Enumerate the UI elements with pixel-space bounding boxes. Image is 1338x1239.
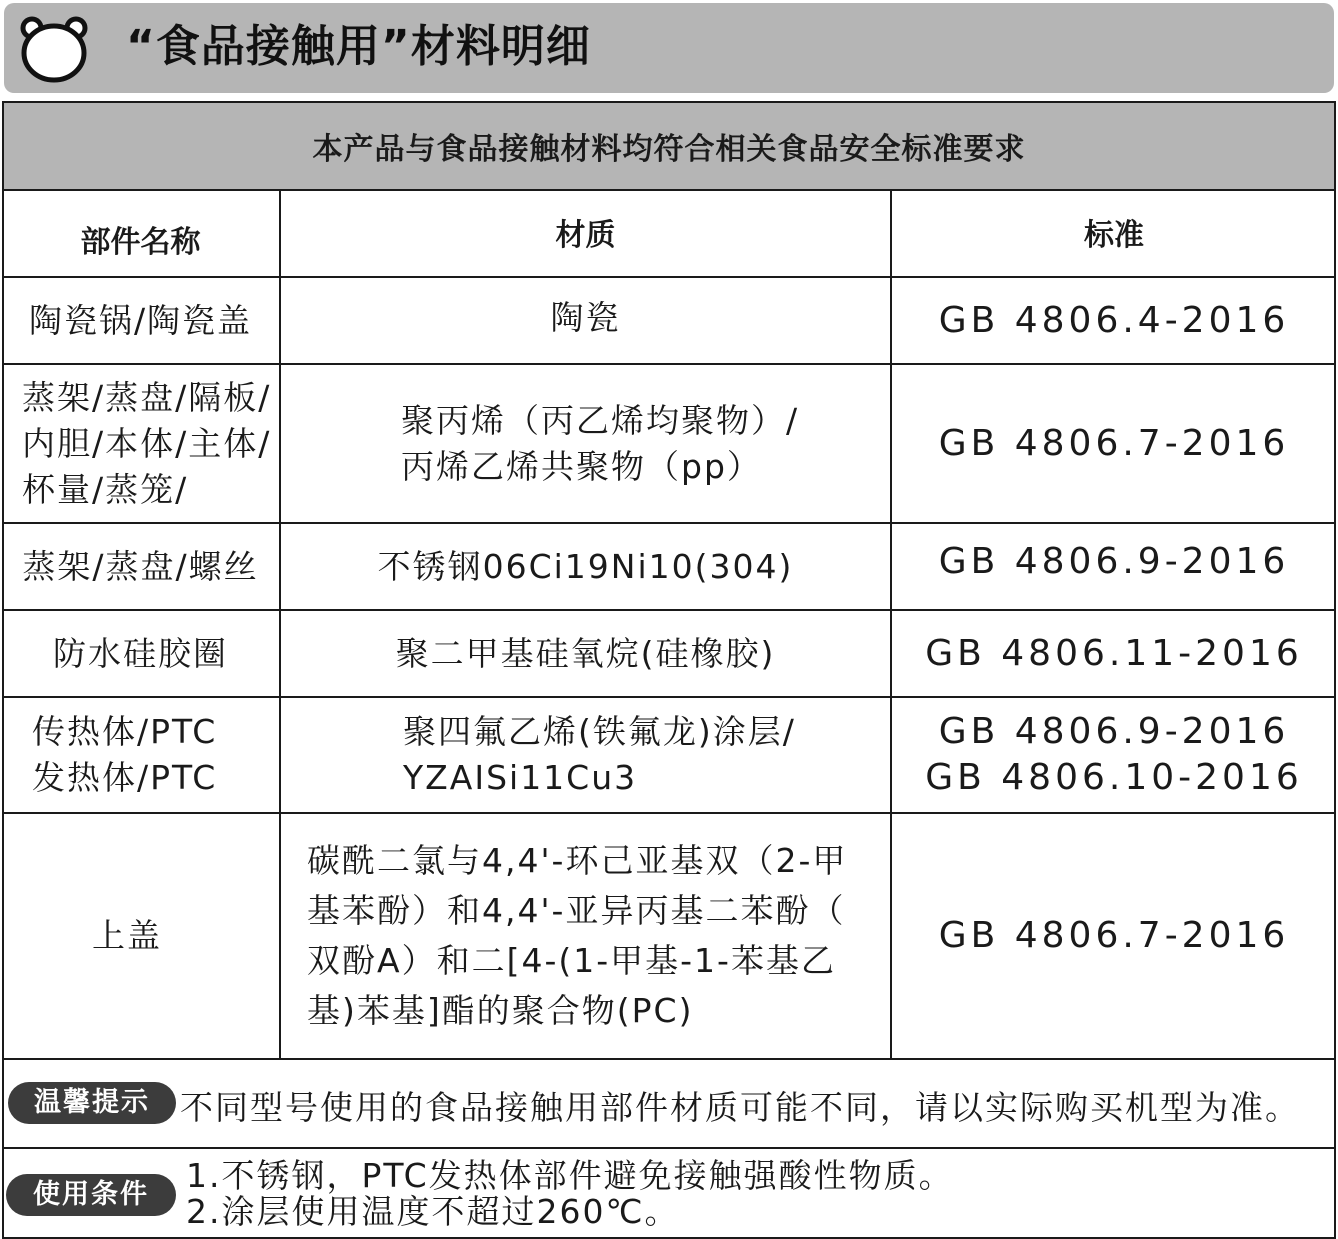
table-cell-part: 蒸架/蒸盘/隔板/ 内胆/本体/主体/ 杯量/蒸笼/ <box>22 377 272 509</box>
condition-line: 1.不锈钢，PTC发热体部件避免接触强酸性物质。 <box>186 1156 954 1195</box>
table-cell-material: 陶瓷 <box>550 297 621 337</box>
table-cell-part: 传热体/PTC 发热体/PTC <box>32 712 218 797</box>
table-cell-part: 防水硅胶圈 <box>53 633 228 673</box>
table-cell-material: 聚四氟乙烯(铁氟龙)涂层/ YZAISi11Cu3 <box>403 712 796 797</box>
table-cell-material: 碳酰二氯与4,4'-环己亚基双（2-甲 基苯酚）和4,4'-亚异丙基二苯酚（ 双酚A）和二[4-(1-甲基-1-苯基乙 基)苯基]酯的聚合物(PC) <box>307 841 848 1030</box>
title-bar <box>4 3 1334 93</box>
row-divider <box>2 1147 1336 1149</box>
table-cell-standard: GB 4806.9-2016 GB 4806.10-2016 <box>925 711 1303 798</box>
header-material: 材质 <box>555 217 616 253</box>
table-cell-material: 聚二甲基硅氧烷(硅橡胶) <box>395 633 776 673</box>
compliance-notice: 本产品与食品接触材料均符合相关食品安全标准要求 <box>2 101 1336 191</box>
table-cell-standard: GB 4806.4-2016 <box>938 299 1290 341</box>
table-cell-part: 陶瓷锅/陶瓷盖 <box>28 300 253 340</box>
bear-face-icon <box>18 13 90 85</box>
conditions-badge: 使用条件 <box>6 1174 176 1216</box>
table-cell-standard: GB 4806.7-2016 <box>938 422 1290 464</box>
condition-line: 2.涂层使用温度不超过260℃。 <box>186 1192 680 1231</box>
tip-badge: 温馨提示 <box>8 1082 176 1124</box>
header-standard: 标准 <box>1084 217 1144 253</box>
header-part-name: 部件名称 <box>80 224 201 260</box>
table-cell-standard: GB 4806.11-2016 <box>925 632 1303 674</box>
table-cell-standard: GB 4806.9-2016 <box>938 540 1290 582</box>
table-cell-material: 不锈钢06Ci19Ni10(304) <box>377 546 794 586</box>
table-cell-standard: GB 4806.7-2016 <box>938 915 1290 956</box>
table-cell-material: 聚丙烯（丙乙烯均聚物）/ 丙烯乙烯共聚物（pp） <box>401 400 800 486</box>
tip-text: 不同型号使用的食品接触用部件材质可能不同，请以实际购买机型为准。 <box>180 1088 1300 1127</box>
row-divider <box>2 1058 1336 1060</box>
page-title: “食品接触用”材料明细 <box>126 21 591 72</box>
table-cell-part: 上盖 <box>92 916 162 955</box>
table-cell-part: 蒸架/蒸盘/螺丝 <box>22 546 259 586</box>
